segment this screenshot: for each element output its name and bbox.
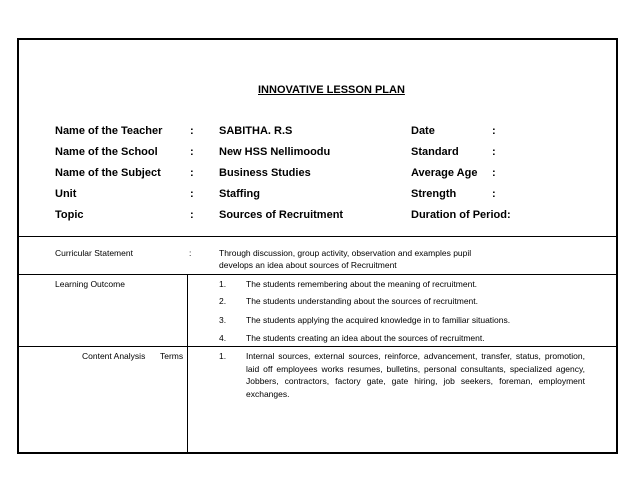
- outcome-text: The students creating an idea about the sources of recruitment.: [246, 333, 485, 343]
- curricular-bottom-line: [19, 274, 616, 275]
- outcome-text: The students understanding about the sources of recruitment.: [246, 296, 478, 306]
- standard-colon: :: [492, 146, 496, 158]
- date-label: Date: [411, 125, 435, 137]
- outcome-text: The students remembering about the meaning of recruitment.: [246, 279, 478, 289]
- outcome-text: The students applying the acquired knowledge in to familiar situations.: [246, 315, 511, 325]
- terms-label: Terms: [160, 351, 184, 361]
- date-colon: :: [492, 125, 496, 137]
- curricular-label: Curricular Statement: [55, 248, 133, 258]
- curricular-colon: :: [189, 248, 192, 258]
- average-age-label: Average Age: [411, 167, 478, 179]
- unit-label: Unit: [55, 188, 77, 200]
- learning-bottom-line: [19, 346, 616, 347]
- curricular-line-2: develops an idea about sources of Recruitment: [219, 260, 397, 270]
- outcome-number: 2.: [219, 296, 227, 306]
- content-number: 1.: [219, 351, 227, 361]
- outcome-number: 4.: [219, 333, 227, 343]
- content-analysis-label: Content Analysis: [82, 351, 146, 361]
- teacher-value: SABITHA. R.S: [219, 125, 293, 137]
- content-terms-text: Internal sources, external sources, reinforce, advancement, transfer, status, promotion, laid off employees works resumes, bulletins, personal consultants, specialized agency, Jobbers, contractors, factory gate, gate hiring, job seekers, foreman, employment exchanges.: [246, 351, 585, 399]
- average-age-colon: :: [492, 167, 496, 179]
- strength-colon: :: [492, 188, 496, 200]
- strength-label: Strength: [411, 188, 457, 200]
- unit-colon: :: [190, 188, 194, 200]
- school-colon: :: [190, 146, 194, 158]
- subject-label: Name of the Subject: [55, 167, 161, 179]
- school-value: New HSS Nellimoodu: [219, 146, 331, 158]
- subject-value: Business Studies: [219, 167, 311, 179]
- unit-value: Staffing: [219, 188, 260, 200]
- topic-colon: :: [190, 209, 194, 221]
- duration-label: Duration of Period:: [411, 209, 511, 221]
- topic-label: Topic: [55, 209, 84, 221]
- table-top-line: [19, 236, 616, 237]
- outcome-number: 1.: [219, 279, 227, 289]
- column-divider: [187, 274, 188, 452]
- curricular-line-1: Through discussion, group activity, observation and examples pupil: [219, 248, 472, 258]
- standard-label: Standard: [411, 146, 459, 158]
- subject-colon: :: [190, 167, 194, 179]
- learning-outcome-label: Learning Outcome: [55, 279, 125, 289]
- outcome-number: 3.: [219, 315, 227, 325]
- teacher-label: Name of the Teacher: [55, 125, 163, 137]
- school-label: Name of the School: [55, 146, 158, 158]
- teacher-colon: :: [190, 125, 194, 137]
- page-title: INNOVATIVE LESSON PLAN: [258, 84, 405, 96]
- topic-value: Sources of Recruitment: [219, 209, 344, 221]
